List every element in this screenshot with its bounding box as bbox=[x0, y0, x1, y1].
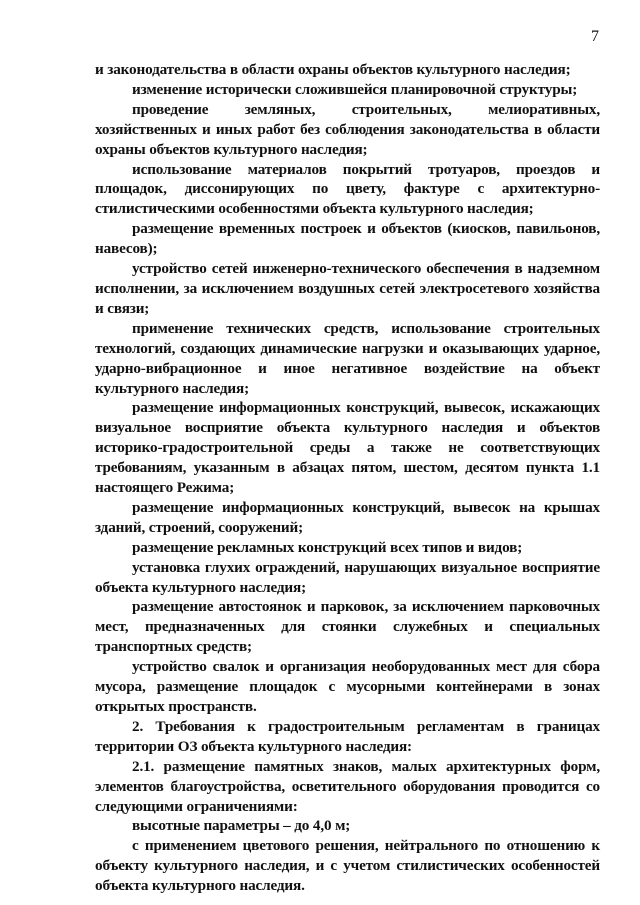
paragraph: высотные параметры – до 4,0 м; bbox=[132, 817, 351, 835]
paragraph: размещение автостоянок и парковок, за исключением парковочных мест, предназначенных для стоянки служебных и специальных транспортных средств; bbox=[95, 598, 600, 656]
paragraph: и законодательства в области охраны объектов культурного наследия; bbox=[95, 61, 571, 78]
paragraph: размещение информационных конструкций, вывесок, искажающих визуальное восприятие объекта культурного наследия и объектов историко-градостроительной среды а также не соответствующих требованиям, указанным в абзацах пятом, шестом, десятом пункта 1.1 настоящего Режима; bbox=[95, 399, 600, 497]
paragraph: с применением цветового решения, нейтрального по отношению к объекту культурного наследия, и с учетом стилистических особенностей объекта культурного наследия. bbox=[95, 837, 600, 895]
paragraph: размещение информационных конструкций, вывесок на крышах зданий, строений, сооружений; bbox=[95, 498, 600, 536]
paragraph: размещение временных построек и объектов (киосков, павильонов, навесов); bbox=[95, 220, 600, 258]
paragraph: установка глухих ограждений, нарушающих визуальное восприятие объекта культурного наследия; bbox=[95, 558, 600, 596]
paragraph: применение технических средств, использование строительных технологий, создающих динамические нагрузки и оказывающих ударное, ударно-вибрационное и иное негативное воздействие на объект культурного наследия; bbox=[95, 319, 600, 397]
paragraph: 2.1. размещение памятных знаков, малых архитектурных форм, элементов благоустройства, осветительного оборудования проводится со следующими ограничениями: bbox=[95, 757, 600, 815]
page-number: 7 bbox=[591, 28, 599, 45]
paragraph: использование материалов покрытий тротуаров, проездов и площадок, диссонирующих по цвету, фактуре с архитектурно-стилистическими особенностями объекта культурного наследия; bbox=[95, 160, 600, 218]
paragraph: изменение исторически сложившейся планировочной структуры; bbox=[132, 80, 578, 98]
paragraph: проведение земляных, строительных, мелиоративных, хозяйственных и иных работ без соблюдения законодательства в области охраны объектов культурного наследия; bbox=[95, 100, 600, 158]
paragraph: размещение рекламных конструкций всех типов и видов; bbox=[132, 538, 523, 556]
paragraph: устройство сетей инженерно-технического обеспечения в надземном исполнении, за исключением воздушных сетей электросетевого хозяйства и связи; bbox=[95, 260, 600, 317]
paragraph: 2. Требования к градостроительным регламентам в границах территории ОЗ объекта культурного наследия: bbox=[95, 717, 600, 755]
document-body bbox=[95, 60, 600, 896]
paragraph: устройство свалок и организация необорудованных мест для сбора мусора, размещение площадок с мусорными контейнерами в зонах открытых пространств. bbox=[95, 658, 600, 715]
